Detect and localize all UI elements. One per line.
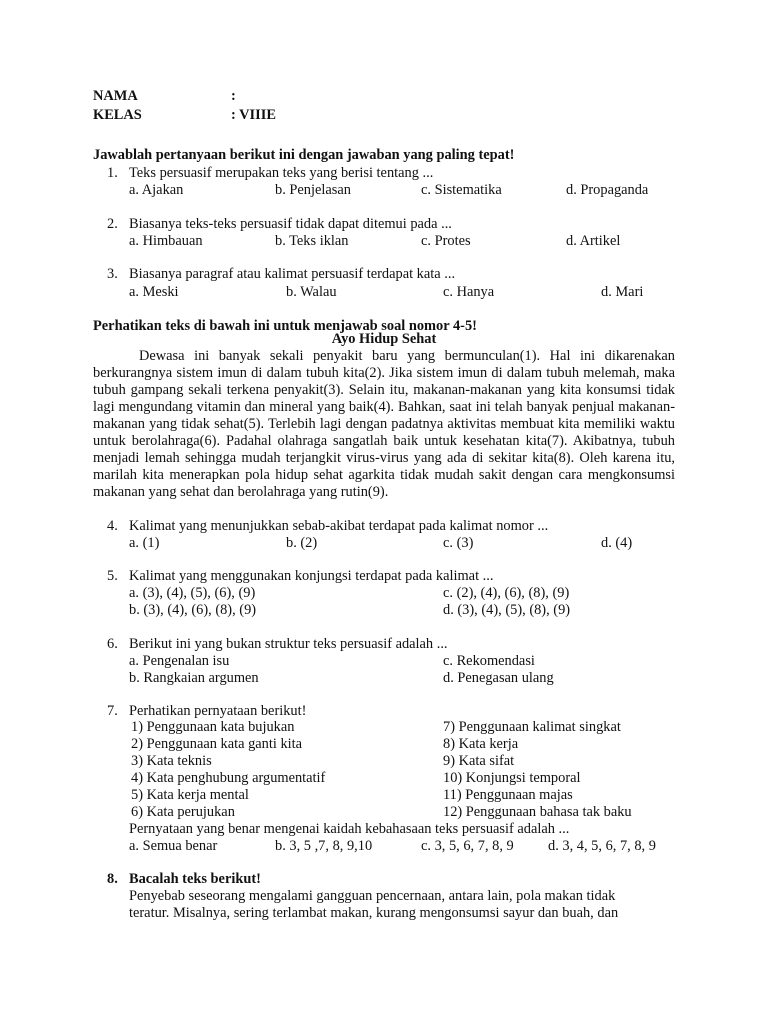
kelas-label: KELAS [93, 107, 142, 123]
q7-item-11: 11) Penggunaan majas [443, 787, 573, 803]
q5-option-b: b. (3), (4), (6), (8), (9) [129, 602, 257, 618]
q6-option-c: c. Rekomendasi [443, 653, 535, 669]
q6-option-d: d. Penegasan ulang [443, 670, 554, 686]
q1-option-b: b. Penjelasan [275, 182, 351, 198]
q2-option-d: d. Artikel [566, 233, 621, 249]
q7-option-a: a. Semua benar [129, 838, 218, 854]
q7-number: 7. [107, 703, 118, 719]
q7-text: Perhatikan pernyataan berikut! [129, 703, 307, 719]
q8-line-2: teratur. Misalnya, sering terlambat makan, kurang mengonsumsi sayur dan buah, dan [129, 905, 619, 921]
q2-option-b: b. Teks iklan [275, 233, 349, 249]
q7-item-9: 9) Kata sifat [443, 753, 515, 769]
q5-option-c: c. (2), (4), (6), (8), (9) [443, 585, 570, 601]
q7-item-3: 3) Kata teknis [131, 753, 212, 769]
q2-option-a: a. Himbauan [129, 233, 203, 249]
q7-question: Pernyataan yang benar mengenai kaidah kebahasaan teks persuasif adalah ... [129, 821, 570, 837]
passage-instruction: Perhatikan teks di bawah ini untuk menjawab soal nomor 4-5! [93, 318, 477, 334]
q5-option-d: d. (3), (4), (5), (8), (9) [443, 602, 571, 618]
q3-option-c: c. Hanya [443, 284, 495, 300]
q6-option-a: a. Pengenalan isu [129, 653, 230, 669]
q1-option-a: a. Ajakan [129, 182, 184, 198]
q7-item-6: 6) Kata perujukan [131, 804, 235, 820]
q6-option-b: b. Rangkaian argumen [129, 670, 259, 686]
q3-option-d: d. Mari [601, 284, 644, 300]
q7-item-2: 2) Penggunaan kata ganti kita [131, 736, 303, 752]
q4-number: 4. [107, 518, 118, 534]
q7-option-d: d. 3, 4, 5, 6, 7, 8, 9 [548, 838, 656, 854]
q4-text: Kalimat yang menunjukkan sebab-akibat terdapat pada kalimat nomor ... [129, 518, 549, 534]
q4-option-d: d. (4) [601, 535, 633, 551]
q5-option-a: a. (3), (4), (5), (6), (9) [129, 585, 256, 601]
q4-option-c: c. (3) [443, 535, 474, 551]
q7-item-4: 4) Kata penghubung argumentatif [131, 770, 326, 786]
kelas-value: : VIIIE [231, 107, 276, 123]
nama-label: NAMA [93, 88, 138, 104]
q6-text: Berikut ini yang bukan struktur teks persuasif adalah ... [129, 636, 448, 652]
q7-item-8: 8) Kata kerja [443, 736, 519, 752]
q6-number: 6. [107, 636, 118, 652]
q5-text: Kalimat yang menggunakan konjungsi terdapat pada kalimat ... [129, 568, 494, 584]
q7-item-12: 12) Penggunaan bahasa tak baku [443, 804, 632, 820]
q8-text: Bacalah teks berikut! [129, 871, 261, 887]
q7-item-5: 5) Kata kerja mental [131, 787, 249, 803]
q7-item-1: 1) Penggunaan kata bujukan [131, 719, 295, 735]
q8-number: 8. [107, 871, 118, 887]
q2-number: 2. [107, 216, 118, 232]
q3-number: 3. [107, 266, 118, 282]
q5-number: 5. [107, 568, 118, 584]
q1-text: Teks persuasif merupakan teks yang berisi tentang ... [129, 165, 434, 181]
q3-text: Biasanya paragraf atau kalimat persuasif terdapat kata ... [129, 266, 456, 282]
q1-option-d: d. Propaganda [566, 182, 649, 198]
q7-option-b: b. 3, 5 ,7, 8, 9,10 [275, 838, 373, 854]
q2-option-c: c. Protes [421, 233, 471, 249]
instruction: Jawablah pertanyaan berikut ini dengan jawaban yang paling tepat! [93, 147, 515, 163]
passage-body [93, 348, 675, 501]
q4-option-a: a. (1) [129, 535, 160, 551]
q4-option-b: b. (2) [286, 535, 318, 551]
q3-option-b: b. Walau [286, 284, 337, 300]
q7-item-7: 7) Penggunaan kalimat singkat [443, 719, 621, 735]
passage-text: Dewasa ini banyak sekali penyakit baru yang bermunculan(1). Hal ini dikarenakan berkurangnya sistem imun di dalam tubuh kita(2). Jika sistem imun di dalam tubuh melemah, maka tubuh gampang sekali terkena penyakit(3). Selain itu, makanan-makanan yang kita konsumsi tidak lagi mengundang vitamin dan mineral yang baik(4). Bahkan, saat ini telah banyak penjual makanan-makanan yang tidak sehat(5). Terlebih lagi dengan padatnya aktivitas membuat kita memiliki waktu untuk berolahraga(6). Padahal olahraga sangatlah baik untuk kesehatan kita(7). Akibatnya, tubuh menjadi lemah sehingga mudah terjangkit virus-virus yang ada di sekitar kita(8). Oleh karena itu, marilah kita menerapkan pola hidup sehat agarkita tidak mudah sakit dengan cara mengkonsumsi makanan yang sehat dan berolahraga yang rutin(9). [93, 348, 675, 500]
q1-option-c: c. Sistematika [421, 182, 502, 198]
q8-line-1: Penyebab seseorang mengalami gangguan pencernaan, antara lain, pola makan tidak [129, 888, 616, 904]
q1-number: 1. [107, 165, 118, 181]
nama-value: : [231, 88, 236, 104]
q3-option-a: a. Meski [129, 284, 179, 300]
passage-title: Ayo Hidup Sehat [331, 331, 437, 347]
q7-item-10: 10) Konjungsi temporal [443, 770, 581, 786]
q7-option-c: c. 3, 5, 6, 7, 8, 9 [421, 838, 514, 854]
q2-text: Biasanya teks-teks persuasif tidak dapat ditemui pada ... [129, 216, 452, 232]
